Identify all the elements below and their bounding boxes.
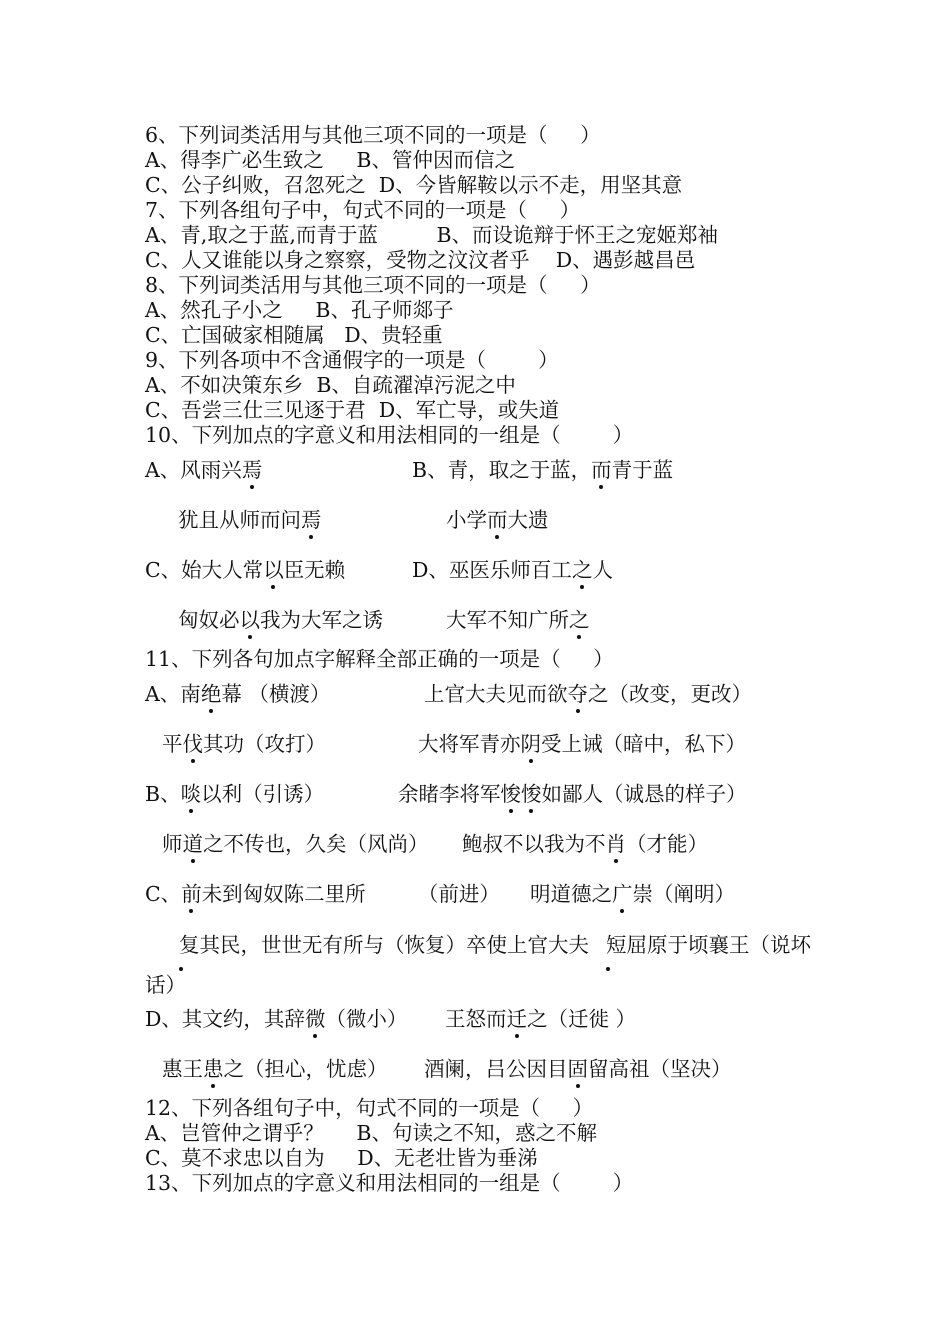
dotted-char: 夺 [567, 682, 588, 706]
question-11-option-c-item1: C、前未到匈奴陈二里所 （前进） [145, 882, 500, 906]
dotted-char: 前 [181, 882, 202, 906]
question-13-stem: 13、下列加点的字意义和用法相同的一组是（ ） [145, 1171, 634, 1195]
question-11-option-d-item4: 酒阑，吕公因目固留高祖（坚决） [424, 1057, 732, 1081]
question-10-stem: 10、下列加点的字意义和用法相同的一组是（ ） [145, 423, 634, 447]
dotted-char: 固 [567, 1057, 588, 1081]
dotted-char: 绝 [200, 682, 222, 706]
question-7-options-cd: C、人又谁能以身之察察，受物之汶汶者乎 D、遇彭越昌邑 [145, 248, 696, 272]
question-8-options-cd: C、亡国破家相随属 D、贵轻重 [145, 323, 443, 347]
question-11-option-d-item1: D、其文约，其辞微（微小） [145, 1007, 408, 1031]
question-6-options-cd: C、公子纠败，召忽死之 D、今皆解鞍以示不走，用坚其意 [145, 173, 683, 197]
question-10-option-b-line2: 小学而大遗 [446, 508, 549, 532]
question-10-option-b-line1: B、青，取之于蓝，而青于蓝 [412, 458, 674, 482]
question-9-stem: 9、下列各项中不含通假字的一项是（ ） [145, 348, 559, 372]
question-11-option-d-item3: 惠王患之（担心，忧虑） [162, 1057, 388, 1081]
dotted-char: 患 [203, 1057, 224, 1081]
dotted-char: 迁 [506, 1007, 527, 1031]
question-10-option-d-line2: 大军不知广所之 [446, 608, 590, 632]
dotted-char: 而 [487, 508, 508, 532]
question-11-option-b-item4: 鲍叔不以我为不肖（才能） [462, 832, 708, 856]
question-12-options-ab: A、岂管仲之谓乎？ B、句读之不知，惑之不解 [145, 1121, 597, 1145]
dotted-char: 微 [304, 1007, 326, 1031]
dotted-char: 广 [612, 882, 633, 906]
dotted-char: 伐 [182, 732, 203, 756]
question-12-stem: 12、下列各组句子中，句式不同的一项是（ ） [145, 1096, 594, 1120]
question-11-option-b-item3: 师道之不传也，久矣（风尚） [162, 832, 429, 856]
question-6-options-ab: A、得李广必生致之 B、管仲因而信之 [145, 148, 515, 172]
question-9-options-ab: A、不如决策东乡 B、自疏濯淖污泥之中 [145, 373, 516, 397]
question-11-option-a-item1: A、南绝幕 （横渡） [145, 682, 331, 706]
dotted-char: 而 [591, 458, 612, 482]
dotted-char: 啖 [180, 782, 202, 806]
question-11-option-b-item1: B、啖以利（引诱） [145, 782, 325, 806]
question-10-option-c-line1: C、始大人常以臣无赖 [145, 558, 346, 582]
dotted-char: 以 [239, 608, 260, 632]
question-11-stem: 11、下列各句加点字解释全部正确的一项是（ ） [145, 647, 614, 671]
question-11-option-c-item3: 复其民，世世无有所与（恢复）卒使上官大夫 短屈原于顷襄王（说坏话） [145, 925, 815, 1005]
question-9-options-cd: C、吾尝三仕三见逐于君 D、军亡导，或失道 [145, 398, 560, 422]
question-10-option-a-line2: 犹且从师而问焉 [178, 508, 322, 532]
question-10-option-d-line1: D、巫医乐师百工之人 [412, 558, 613, 582]
question-10-option-c-line2: 匈奴必以我为大军之诱 [178, 608, 383, 632]
dotted-char: 以 [263, 558, 284, 582]
dotted-char: 焉 [241, 458, 263, 482]
dotted-char: 复 [162, 925, 200, 965]
question-10-option-a-line1: A、风雨兴焉 [145, 458, 263, 482]
dotted-char: 短 [589, 925, 627, 965]
dotted-char: 悛 [500, 782, 521, 806]
question-11-option-b-item2: 余睹李将军悛悛如鄙人（诚恳的样子） [398, 782, 747, 806]
question-11-option-a-item4: 大将军青亦阴受上诫（暗中，私下） [418, 732, 746, 756]
question-11-option-a-item3: 平伐其功（攻打） [162, 732, 326, 756]
question-8-options-ab: A、然孔子小之 B、孔子师郯子 [145, 298, 454, 322]
dotted-char: 道 [182, 832, 203, 856]
dotted-char: 之 [571, 558, 593, 582]
question-7-stem: 7、下列各组句子中，句式不同的一项是（ ） [145, 198, 581, 222]
question-11-option-d-item2: 王怒而迁之（迁徙 ） [445, 1007, 637, 1031]
question-11-option-a-item2: 上官大夫见而欲夺之（改变，更改） [424, 682, 752, 706]
dotted-char: 阴 [520, 732, 541, 756]
question-12-options-cd: C、莫不求忠以自为 D、无老壮皆为垂涕 [145, 1146, 538, 1170]
question-8-stem: 8、下列词类活用与其他三项不同的一项是（ ） [145, 273, 601, 297]
dotted-char: 悛 [521, 782, 542, 806]
question-6-stem: 6、下列词类活用与其他三项不同的一项是（ ） [145, 123, 601, 147]
dotted-char: 肖 [605, 832, 626, 856]
dotted-char: 焉 [301, 508, 322, 532]
question-7-options-ab: A、青,取之于蓝,而青于蓝 B、而设诡辩于怀王之宠姬郑袖 [145, 223, 719, 247]
question-11-option-c-item2: 明道德之广崇（阐明） [530, 882, 735, 906]
dotted-char: 之 [569, 608, 590, 632]
